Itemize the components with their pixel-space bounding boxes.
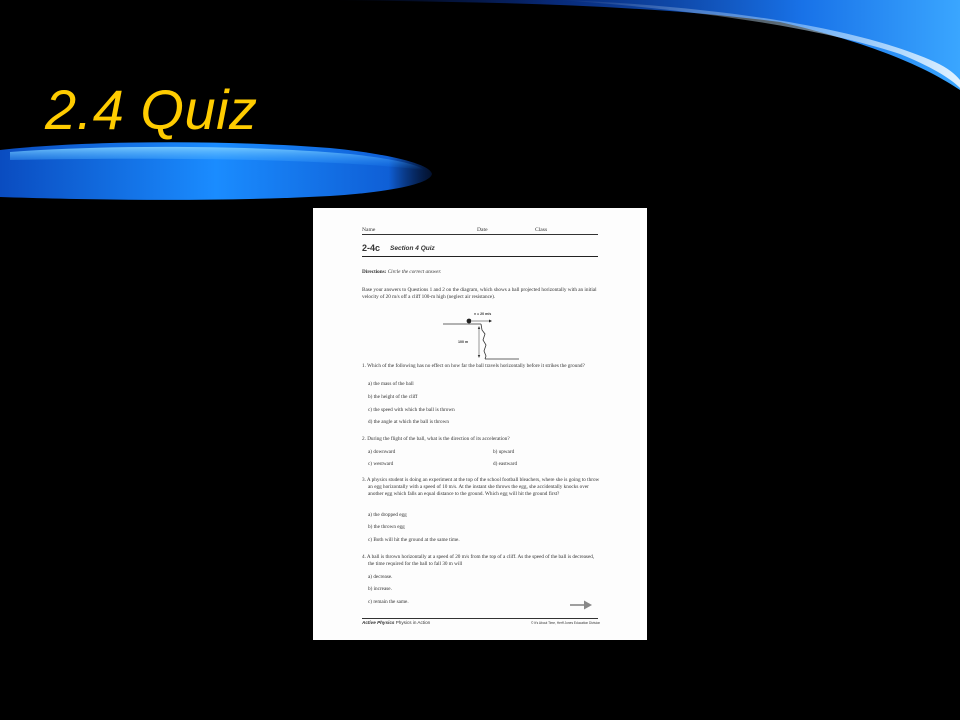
name-label: Name xyxy=(362,227,376,233)
question-3-text: 3. A physics student is doing an experiment at the top of the school football bleachers, where she is going to throw an egg horizontally with a speed of 10 m/s. At the instant she throws the egg, she accidentally knocks over another egg which falls an equal distance to the ground. Which egg will hit the ground first? xyxy=(362,477,600,498)
question-2-text: 2. During the flight of the ball, what is the direction of its acceleration? xyxy=(362,436,510,442)
footer-copyright: © It's About Time, Herff Jones Education Division xyxy=(531,621,601,625)
question-3-option-a: a) the dropped egg xyxy=(368,512,407,518)
class-label: Class xyxy=(535,227,548,233)
question-1-option-c: c) the speed with which the ball is thrown xyxy=(368,407,455,413)
question-3 xyxy=(362,477,600,498)
directions xyxy=(362,269,600,276)
quiz-document-image xyxy=(313,208,647,640)
question-2-option-c: c) westward xyxy=(368,461,394,467)
question-4-option-c: c) remain the same. xyxy=(368,599,409,605)
question-2-option-d: d) eastward xyxy=(493,461,518,467)
question-2-option-a: a) downward xyxy=(368,449,396,455)
question-1-option-d: d) the angle at which the ball is thrown xyxy=(368,419,449,425)
directions-label: Directions: xyxy=(362,269,387,275)
question-1-text: 1. Which of the following has no effect on how far the ball travels horizontally before it strikes the ground? xyxy=(362,363,585,369)
question-4 xyxy=(362,554,600,568)
footer-rule xyxy=(362,618,598,619)
next-page-arrow-icon xyxy=(569,599,593,611)
intro-paragraph: Base your answers to Questions 1 and 2 on the diagram, which shows a ball projected horizontally with an initial velocity of 20 m/s off a cliff 100-m high (neglect air resistance). xyxy=(362,287,597,301)
question-2 xyxy=(362,436,600,443)
height-label: 100 m xyxy=(458,340,469,344)
velocity-label: v = 20 m/s xyxy=(474,312,492,316)
directions-text: Circle the correct answer. xyxy=(387,269,442,275)
header-rule xyxy=(362,234,598,235)
question-3-option-c: c) Both will hit the ground at the same time. xyxy=(368,537,460,543)
question-3-option-b: b) the thrown egg xyxy=(368,524,405,530)
section-rule xyxy=(362,256,598,257)
date-label: Date xyxy=(477,227,488,233)
footer-subtitle: Physics in Action xyxy=(395,620,431,625)
section-number: 2-4c xyxy=(362,243,381,253)
question-2-option-b: b) upward xyxy=(493,449,515,455)
slide-title: 2.4 Quiz xyxy=(45,78,258,141)
question-1-option-a: a) the mass of the ball xyxy=(368,381,414,387)
question-4-text: 4. A ball is thrown horizontally at a speed of 20 m/s from the top of a cliff. As the speed of the ball is decreased, the time required for the ball to fall 30 m will xyxy=(362,554,595,568)
question-1 xyxy=(362,363,600,370)
cliff-diagram xyxy=(441,312,521,364)
question-1-option-b: b) the height of the cliff xyxy=(368,394,418,400)
question-4-option-a: a) decrease. xyxy=(368,574,393,580)
section-title: Section 4 Quiz xyxy=(390,245,435,252)
footer-brand-name: Active Physics xyxy=(362,620,395,625)
question-4-option-b: b) increase. xyxy=(368,586,392,592)
footer-brand xyxy=(362,620,430,626)
